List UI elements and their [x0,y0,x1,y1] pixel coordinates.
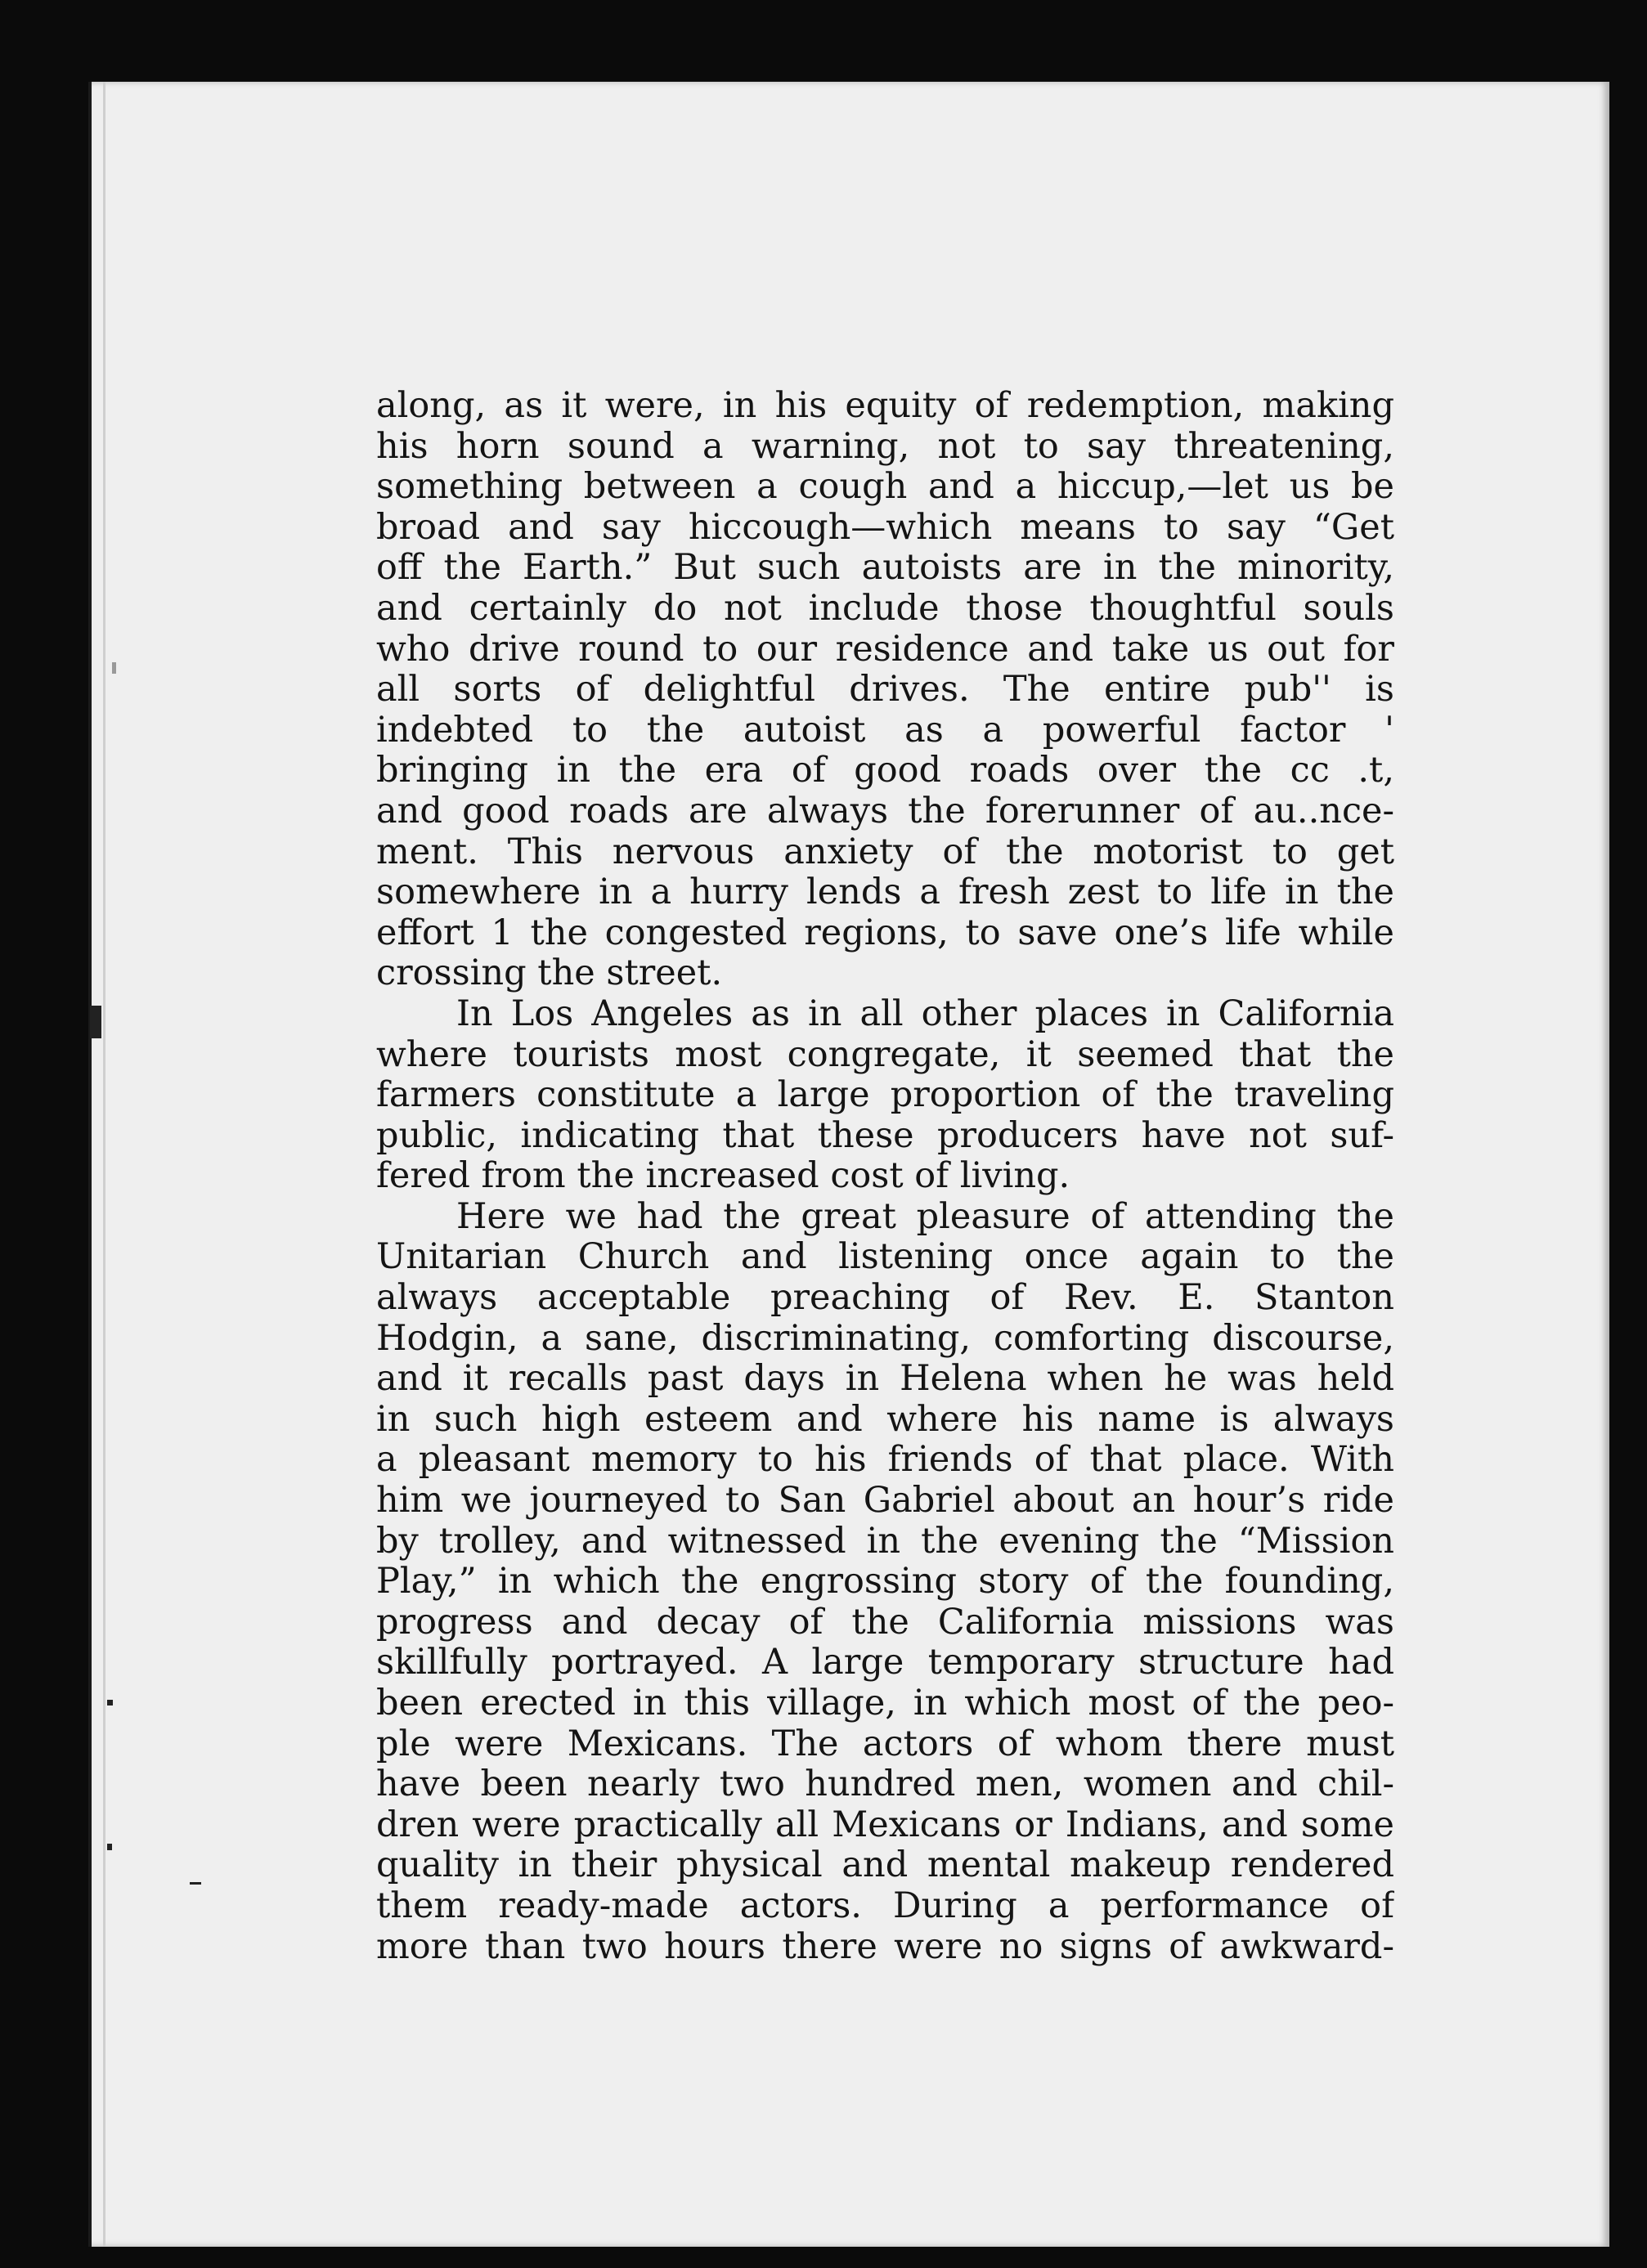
text-line: and it recalls past days in Helena when he was held [376,1359,1394,1400]
text-line: public, indicating that these producers have not suf- [376,1115,1394,1156]
text-line: effort 1 the congested regions, to save one’s life while [376,912,1394,953]
text-line: been erected in this village, in which most of the peo- [376,1683,1394,1723]
text-line: progress and decay of the California missions was [376,1602,1394,1643]
body-text [376,386,1394,1967]
text-line: somewhere in a hurry lends a fresh zest to life in the [376,872,1394,913]
text-line: more than two hours there were no signs of awkward- [376,1926,1394,1967]
text-line: farmers constitute a large proportion of the traveling [376,1075,1394,1116]
text-line: ment. This nervous anxiety of the motorist to get [376,831,1394,872]
text-line: bringing in the era of good roads over the cc .t, [376,751,1394,791]
text-line: Hodgin, a sane, discriminating, comforting discourse, [376,1318,1394,1359]
text-line: Unitarian Church and listening once again to the [376,1237,1394,1278]
text-line: who drive round to our residence and take us out for [376,629,1394,670]
text-line: fered from the increased cost of living. [376,1156,1070,1197]
text-line: where tourists most congregate, it seemed that the [376,1034,1394,1075]
text-line: broad and say hiccough—which means to say “Get [376,507,1394,548]
text-line: dren were practically all Mexicans or Indians, and some [376,1804,1394,1845]
text-line: something between a cough and a hiccup,—let us be [376,467,1394,508]
text-line: crossing the street. [376,953,723,994]
text-line: always acceptable preaching of Rev. E. Stanton [376,1278,1394,1319]
scan-speck [90,1006,101,1038]
text-line: off the Earth.” But such autoists are in the minority, [376,548,1394,589]
text-line: ple were Mexicans. The actors of whom there must [376,1723,1394,1764]
text-line: Play,” in which the engrossing story of the founding, [376,1562,1394,1602]
text-line: skillfully portrayed. A large temporary structure had [376,1643,1394,1683]
page-fold-line [103,82,105,2247]
text-line: have been nearly two hundred men, women and chil- [376,1764,1394,1805]
text-line: and certainly do not include those thoughtful souls [376,588,1394,629]
text-line: them ready-made actors. During a performance of [376,1885,1394,1926]
text-line: along, as it were, in his equity of redemption, making [376,386,1394,426]
text-line: his horn sound a warning, not to say threatening, [376,426,1394,467]
text-line: a pleasant memory to his friends of that place. With [376,1440,1394,1481]
text-line: by trolley, and witnessed in the evening the “Mission [376,1521,1394,1562]
scan-speck [112,662,116,674]
text-line: and good roads are always the forerunner of au..nce- [376,791,1394,831]
text-line: in such high esteem and where his name is always [376,1399,1394,1440]
scan-speck [107,1844,112,1850]
scan-speck [190,1882,201,1885]
text-line: quality in their physical and mental makeup rendered [376,1845,1394,1886]
text-line: Here we had the great pleasure of attending the [456,1196,1394,1237]
text-line: indebted to the autoist as a powerful factor ' [376,710,1394,751]
scan-speck [107,1700,113,1705]
text-line: him we journeyed to San Gabriel about an hour’s ride [376,1481,1394,1522]
text-line: all sorts of delightful drives. The entire pub'' is [376,670,1394,710]
text-line: In Los Angeles as in all other places in California [456,993,1394,1034]
